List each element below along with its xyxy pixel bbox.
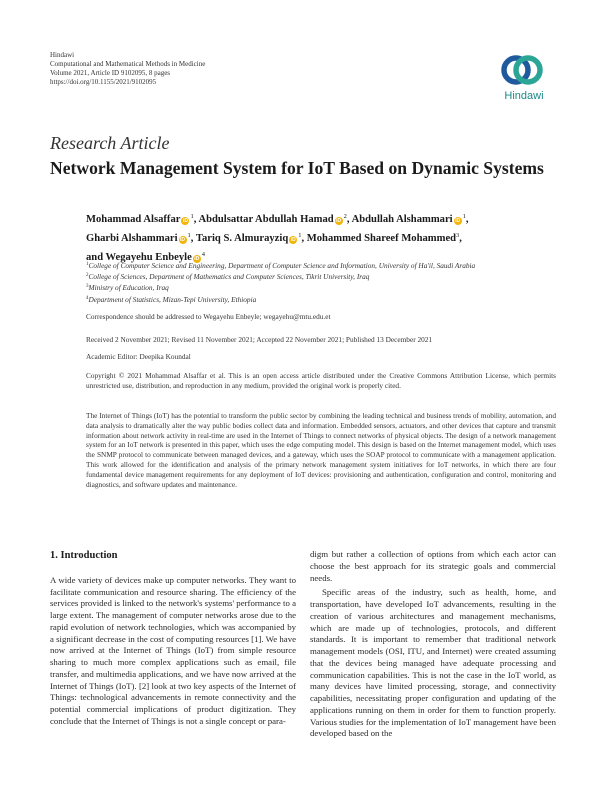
author-affiliation-mark: 3 <box>456 232 460 239</box>
author-name: Abdulsattar Abdullah Hamad <box>198 214 334 225</box>
journal-header <box>50 51 205 87</box>
left-column <box>50 550 296 728</box>
author-name: Mohammed Shareef Mohammed <box>306 233 457 244</box>
publisher-name: Hindawi <box>50 51 75 59</box>
author-affiliation-mark: 1 <box>187 232 191 239</box>
affiliation <box>86 294 556 305</box>
author: Abdulsattar Abdullah Hamad $iD^2$, <box>198 213 352 225</box>
author: Tariq S. Almurayziq $iD^1$, <box>195 232 307 244</box>
abstract: The Internet of Things (IoT) has the potential to transform the public sector by combining the leading technical and business trends of mobility, automation, and data analysis to dramatically alter the way public bodies collect data and information. Embedded sensors, actuators, and other devices that capture and transmit information about network activity in real-time are used in the Internet of Things to connect networks of physical objects. The design of a network management system for an IoT network is presented in this paper, which uses the edge computing model. This design is based on the Internet management model, which uses the SNMP protocol to communicate between managed devices, and a gateway, which uses the SOAP protocol to communicate with a management application. This work allowed for the identification and analysis of the primary network management system initiatives for IoT networks, in which there are four fundamental device management requirements for any deployment of IoT devices: provisioning and authentication, configuration and control, monitoring and diagnostics, and software updates and maintenance. <box>86 411 556 489</box>
affiliation-list <box>86 260 556 305</box>
author-affiliation-mark: 1 <box>190 213 194 220</box>
author-name: Mohammad Alsaffar <box>86 214 181 225</box>
affiliation-mark: 3 <box>86 284 89 290</box>
body-paragraph: Specific areas of the industry, such as health, home, and transportation, have developed IoT advancements, resulting in the creation of various architectures and management mechanisms, which are made up of technologies, protocols, and different standards. It is important to remember that traditional network management models (OSI, ITU, and Internet) were created assuming that the devices being managed have adequate processing and communication capabilities. This is not the case in the IoT world, as many devices have limited processing, storage, and connectivity capabilities, necessitating proper configuration and updating of the applications running on them in order for them to function properly. Various studies for the implementation of IoT management have been developed based on the <box>310 587 556 739</box>
orcid-icon[interactable]: iD <box>455 218 461 224</box>
author-name: Wegayehu Enbeyle <box>105 252 192 263</box>
affiliation-mark: 2 <box>86 273 89 279</box>
right-column <box>310 549 556 740</box>
orcid-icon[interactable]: iD <box>336 218 342 224</box>
orcid-icon[interactable]: iD <box>290 237 296 243</box>
author: Mohammed Shareef Mohammed$^3$, <box>306 232 462 244</box>
author-affiliation-mark: 2 <box>343 213 347 220</box>
affiliation-text: College of Computer Science and Engineering, Department of Computer Science and Information, University of Ha'il, Saudi Arabia <box>88 261 476 270</box>
publication-dates: Received 2 November 2021; Revised 11 November 2021; Accepted 22 November 2021; Published 13 December 2021 <box>86 335 433 344</box>
body-paragraph: digm but rather a collection of options from which each actor can choose the best approach for its strategic goals and commercial needs. <box>310 549 556 583</box>
affiliation <box>86 282 556 293</box>
orcid-icon[interactable]: iD <box>180 237 186 243</box>
affiliation <box>86 260 556 271</box>
orcid-icon[interactable]: iD <box>182 218 188 224</box>
affiliation <box>86 271 556 282</box>
author-name: Abdullah Alshammari <box>351 214 453 225</box>
doi-link[interactable]: https://doi.org/10.1155/2021/9102095 <box>50 78 157 86</box>
paper-title: Network Management System for IoT Based on Dynamic Systems <box>50 158 544 178</box>
author: Abdullah Alshammari $iD^1$, <box>351 213 469 225</box>
affiliation-text: Ministry of Education, Iraq <box>88 283 169 293</box>
affiliation-mark: 4 <box>86 295 89 301</box>
academic-editor: Academic Editor: Deepika Koundal <box>86 352 191 361</box>
affiliation-mark: 1 <box>86 262 89 267</box>
section-heading: 1. Introduction <box>50 550 118 561</box>
author-affiliation-mark: 1 <box>462 213 466 220</box>
author: and Wegayehu Enbeyle $iD^4$ <box>86 251 206 263</box>
author: Gharbi Alshammari $iD^1$, <box>86 232 196 244</box>
author-name: Gharbi Alshammari <box>86 233 178 244</box>
correspondence: Correspondence should be addressed to Wegayehu Enbeyle; wegayehu@mtu.edu.et <box>86 312 331 321</box>
author-affiliation-mark: 4 <box>201 251 206 258</box>
affiliation-text: College of Sciences, Department of Mathematics and Computer Sciences, Tikrit University, Iraq <box>88 272 370 282</box>
copyright-notice: Copyright © 2021 Mohammad Alsaffar et al. This is an open access article distributed under the Creative Commons Attribution License, which permits unrestricted use, distribution, and reproduction in any medium, provided the original work is properly cited. <box>86 371 556 390</box>
author-list <box>86 209 546 266</box>
body-paragraph: A wide variety of devices make up computer networks. They want to facilitate communication and resource sharing. The efficiency of the services provided is linked to the network's systems' performance to a large extent. The management of computer networks arose due to the rapid evolution of network technologies, which was accompanied by a significant decrease in the cost of computing resources [1]. We have now arrived at the Internet of Things (IoT) from simple resource sharing to much more complex applications such as email, file transfer, and multimedia applications, and we have now arrived at the Internet of Things (IoT). [2] look at two key aspects of the Internet of Things: technological advancements in remote connectivity and the potential commercial implications of product digitization. They conclude that the Internet of Things is not a single concept or para- <box>50 574 296 726</box>
author: Mohammad Alsaffar $iD^1$, <box>86 213 199 225</box>
volume-info: Volume 2021, Article ID 9102095, 8 pages <box>50 69 171 77</box>
affiliation-text: Department of Statistics, Mizan-Tepi University, Ethiopia <box>88 294 257 304</box>
author-name: Tariq S. Almurayziq <box>195 233 289 244</box>
author-affiliation-mark: 1 <box>298 232 302 239</box>
orcid-icon[interactable]: iD <box>194 256 200 262</box>
article-type: Research Article <box>50 133 170 153</box>
journal-name: Computational and Mathematical Methods in Medicine <box>50 60 206 68</box>
hindawi-logo-text: Hindawi <box>504 90 544 102</box>
